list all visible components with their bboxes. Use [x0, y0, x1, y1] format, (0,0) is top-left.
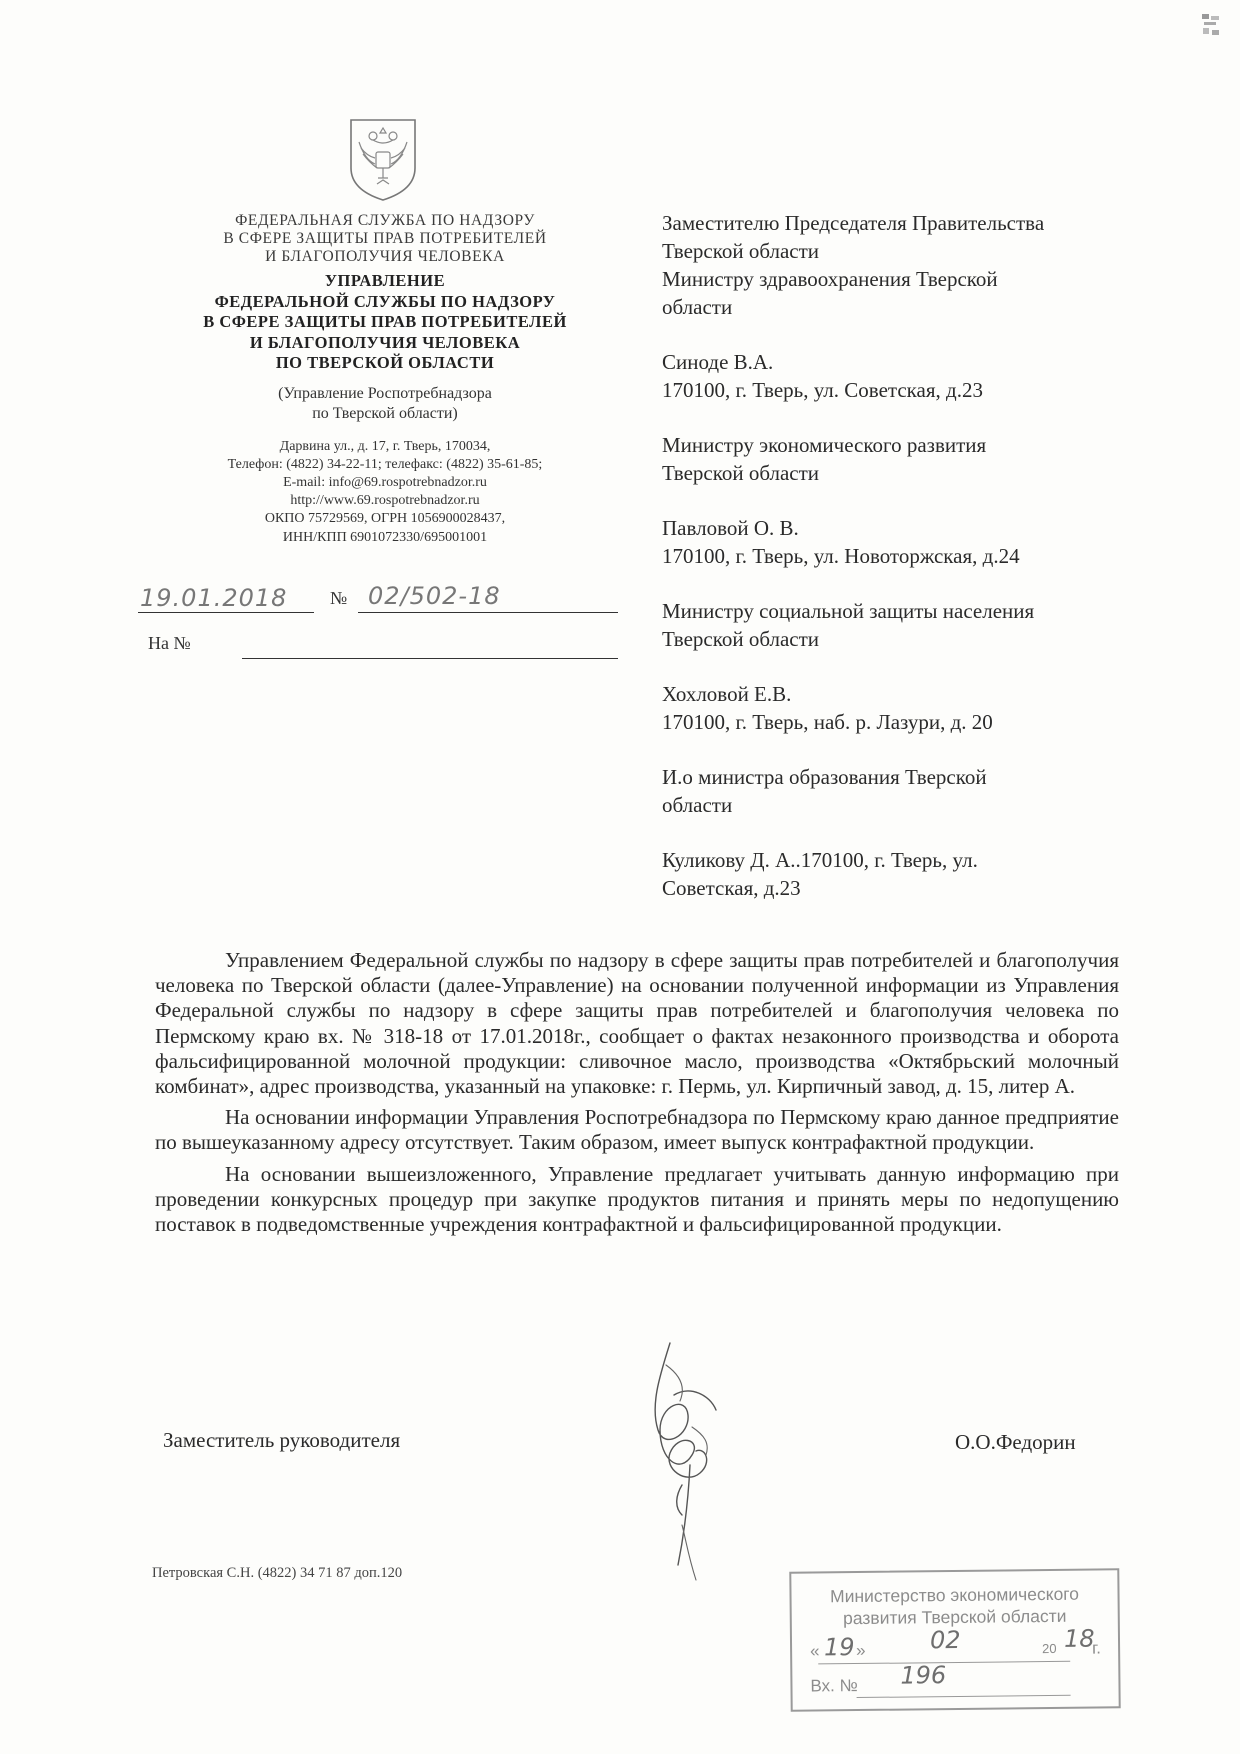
short-name-line: (Управление Роспотребнадзора	[278, 384, 492, 402]
department-line: В СФЕРЕ ЗАЩИТЫ ПРАВ ПОТРЕБИТЕЛЕЙ	[203, 312, 567, 331]
number-underline	[358, 612, 618, 613]
addressee-line: Министру экономического развития	[662, 433, 987, 457]
addressee-group	[662, 431, 1132, 487]
service-line: ФЕДЕРАЛЬНАЯ СЛУЖБА ПО НАДЗОРУ	[235, 212, 535, 229]
addressee-group	[662, 680, 1132, 736]
department-short-name	[165, 384, 605, 424]
body-paragraph: На основании информации Управления Роспотребнадзора по Пермскому краю данное предприятие по вышеуказанному адресу отсутствует. Таким образом, имеет выпуск контрафактной продукции.	[155, 1105, 1119, 1155]
addressee-line: области	[662, 295, 733, 319]
addressee-group	[662, 846, 1132, 902]
stamp-number-line	[810, 1661, 947, 1696]
stamp-number-underline	[857, 1695, 1071, 1698]
executor-contact: Петровская С.Н. (4822) 34 71 87 доп.120	[152, 1565, 403, 1581]
addressee-line: Хохловой Е.В.	[662, 682, 792, 706]
addressee-line: Куликову Д. А..170100, г. Тверь, ул.	[662, 848, 978, 872]
stamp-year-suffix: 18	[1063, 1624, 1095, 1653]
contact-address: Дарвина ул., д. 17, г. Тверь, 170034,	[279, 438, 491, 454]
stamp-ministry	[791, 1582, 1117, 1629]
department-name	[165, 271, 605, 374]
service-line: И БЛАГОПОЛУЧИЯ ЧЕЛОВЕКА	[265, 248, 505, 265]
service-line: В СФЕРЕ ЗАЩИТЫ ПРАВ ПОТРЕБИТЕЛЕЙ	[223, 230, 547, 247]
body-paragraph: Управлением Федеральной службы по надзору в сфере защиты прав потребителей и благополучия человека по Тверской области (далее-Управление) на основании полученной информации из Управления Федеральной службы по надзору в сфере защиты прав потребителей и благополучия человека по Пермскому краю вх. № 318-18 от 17.01.2018г., сообщает о фактах незаконного производства и оборота фальсифицированной молочной продукции: сливочное масло, производства «Октябрьский молочный комбинат», адрес производства, указанный на упаковке: г. Пермь, ул. Кирпичный завод, д. 15, литер А.	[155, 948, 1119, 1099]
department-line: И БЛАГОПОЛУЧИЯ ЧЕЛОВЕКА	[249, 332, 521, 352]
reply-to-label: На №	[148, 633, 191, 653]
department-line: ПО ТВЕРСКОЙ ОБЛАСТИ	[275, 353, 495, 372]
addressee-line: 170100, г. Тверь, ул. Новоторжская, д.24	[662, 544, 1020, 568]
contact-okpo-ogrn: ОКПО 75729569, ОГРН 1056900028437,	[264, 511, 506, 527]
handwritten-signature	[630, 1335, 750, 1585]
contact-website: http://www.69.rospotrebnadzor.ru	[290, 493, 480, 509]
signatory-name: О.О.Федорин	[955, 1430, 1076, 1454]
addressee-line: Заместителю Председателя Правительства	[662, 211, 1045, 235]
stamp-date-open-quote: «	[810, 1641, 820, 1661]
signatory-title: Заместитель руководителя	[163, 1428, 401, 1452]
stamp-date-line	[810, 1624, 1102, 1662]
department-line: ФЕДЕРАЛЬНОЙ СЛУЖБЫ ПО НАДЗОРУ	[214, 291, 556, 311]
date-underline	[138, 612, 314, 613]
scan-corner-mark	[1200, 12, 1222, 42]
addressee-list	[662, 209, 1132, 902]
service-name	[165, 212, 605, 266]
outgoing-number: 02/502-18	[368, 582, 501, 610]
addressee-group	[662, 348, 1132, 404]
addressee-line: 170100, г. Тверь, наб. р. Лазури, д. 20	[662, 710, 993, 734]
addressee-line: Тверской области	[662, 239, 820, 263]
coat-of-arms-icon	[345, 116, 421, 202]
addressee-line: Министру здравоохранения Тверской	[662, 267, 998, 291]
letter-body	[155, 948, 1119, 1237]
addressee-line: Тверской области	[662, 627, 820, 651]
addressee-line: Павловой О. В.	[662, 516, 799, 540]
outgoing-date: 19.01.2018	[140, 584, 288, 612]
addressee-line: Тверской области	[662, 461, 820, 485]
stamp-year-end: г.	[1091, 1638, 1102, 1658]
outgoing-number-label: №	[330, 588, 348, 608]
body-paragraph: На основании вышеизложенного, Управление предлагает учитывать данную информацию при проведении конкурсных процедур при закупке продуктов питания и принять меры по недопущению поставок в подведомственные учреждения контрафактной и фальсифицированной продукции.	[155, 1161, 1119, 1237]
contact-inn-kpp: ИНН/КПП 6901072330/695001001	[282, 529, 488, 545]
stamp-number-label: Вх. №	[810, 1676, 858, 1696]
addressee-line: Министру социальной защиты населения	[662, 599, 1035, 623]
addressee-line: области	[662, 793, 733, 817]
department-line: УПРАВЛЕНИЕ	[324, 271, 446, 290]
stamp-date-close-quote: »	[856, 1640, 866, 1661]
reply-to-underline	[242, 658, 618, 659]
addressee-group	[662, 514, 1132, 570]
stamp-ministry-line: развития Тверской области	[842, 1605, 1067, 1629]
stamp-year-prefix: 20	[1042, 1640, 1057, 1657]
short-name-line: по Тверской области)	[312, 404, 458, 422]
addressee-line: 170100, г. Тверь, ул. Советская, д.23	[662, 378, 983, 402]
sender-block	[165, 212, 605, 547]
addressee-line: Синоде В.А.	[662, 350, 774, 374]
stamp-month: 02	[929, 1625, 961, 1655]
addressee-line: И.о министра образования Тверской	[662, 765, 987, 789]
contact-phones: Телефон: (4822) 34-22-11; телефакс: (4822) 35-61-85;	[227, 456, 543, 472]
addressee-line: Советская, д.23	[662, 876, 801, 900]
addressee-group	[662, 597, 1132, 653]
stamp-ministry-line: Министерство экономического	[829, 1583, 1080, 1607]
addressee-group	[662, 209, 1132, 321]
incoming-stamp	[789, 1568, 1120, 1711]
sender-contacts	[165, 438, 605, 547]
stamp-day: 19	[823, 1633, 855, 1662]
addressee-group	[662, 763, 1132, 819]
contact-email: E-mail: info@69.rospotrebnadzor.ru	[283, 474, 487, 490]
stamp-number: 196	[900, 1661, 947, 1690]
